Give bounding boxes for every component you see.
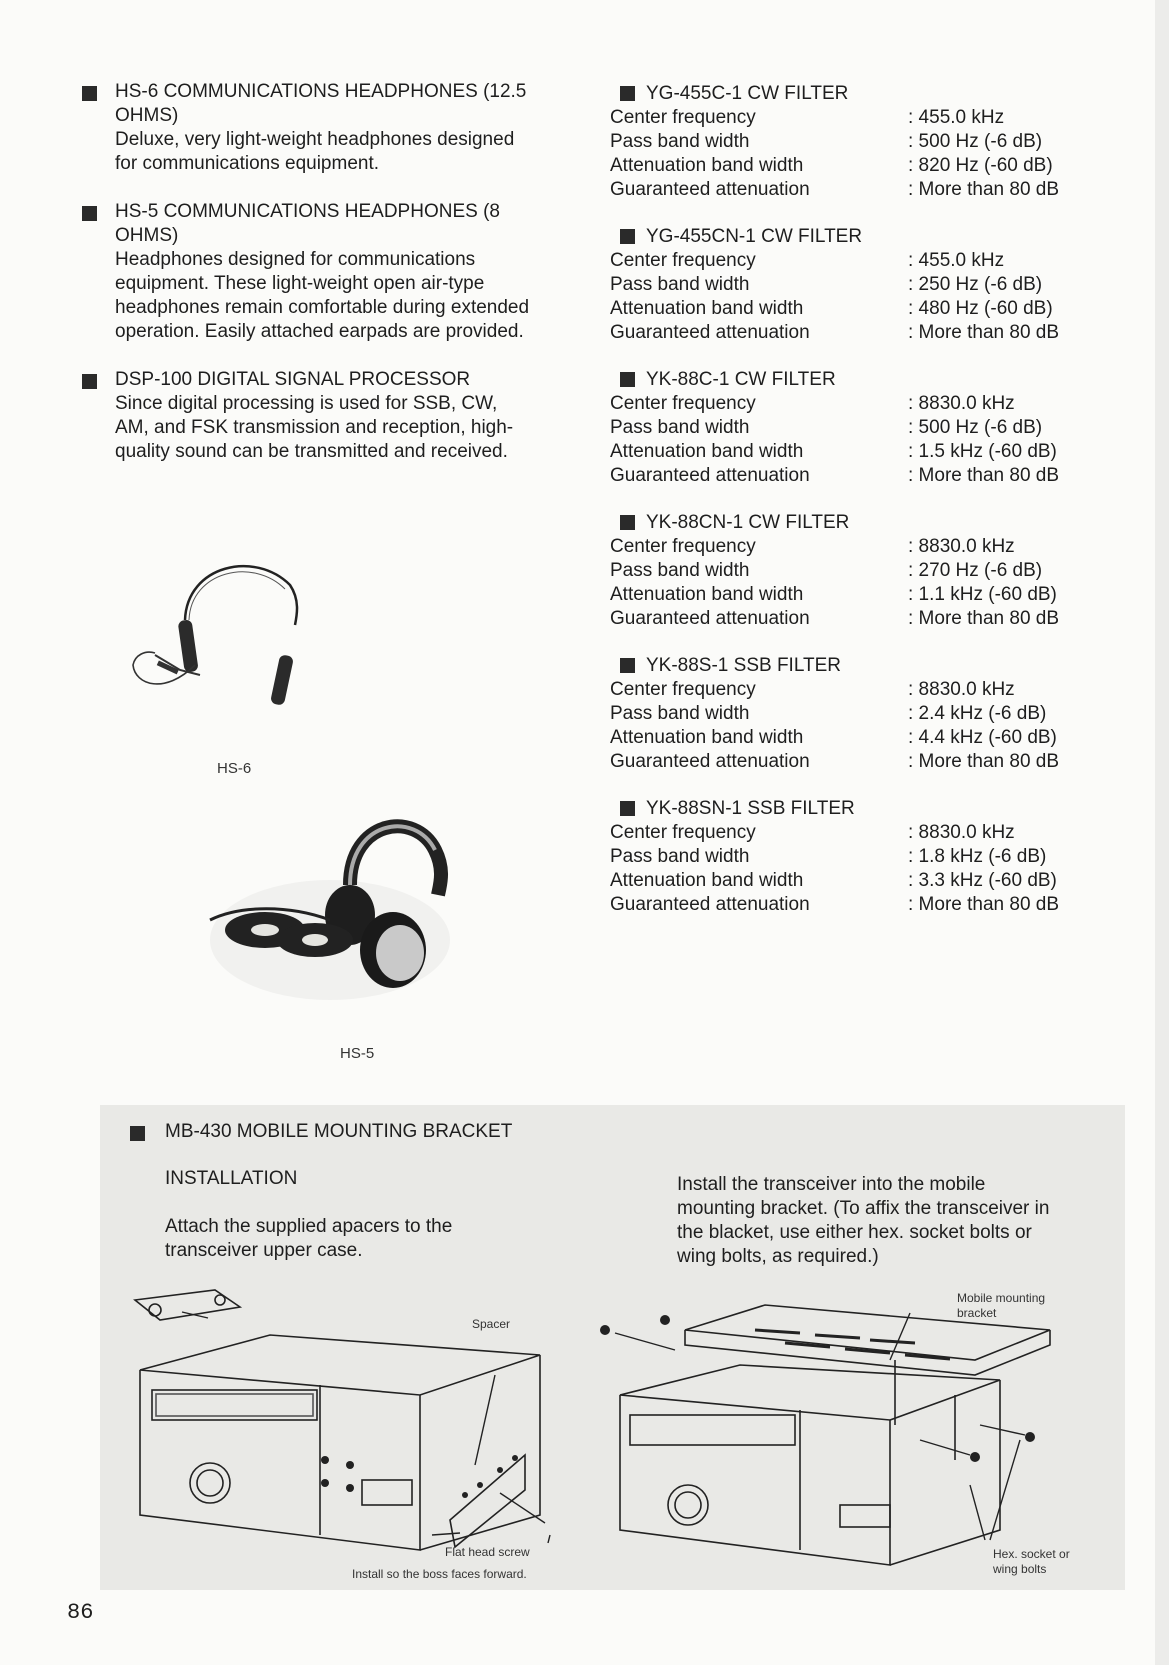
spec-label: Attenuation band width bbox=[610, 298, 804, 319]
bullet-square-icon bbox=[130, 1126, 145, 1141]
flat-head-screw-label: Flat head screw bbox=[445, 1545, 530, 1559]
bullet-square-icon bbox=[620, 801, 635, 816]
spec-label: Guaranteed attenuation bbox=[610, 179, 810, 200]
bullet-square-icon bbox=[620, 658, 635, 673]
spec-value: : 4.4 kHz (-60 dB) bbox=[908, 727, 1057, 748]
spec-label: Pass band width bbox=[610, 846, 750, 867]
spec-value: : 3.3 kHz (-60 dB) bbox=[908, 870, 1057, 891]
page-number: 86 bbox=[67, 1600, 94, 1625]
spec-value: : 8830.0 kHz bbox=[908, 393, 1015, 414]
body-line: Deluxe, very light-weight headphones designed bbox=[115, 129, 515, 150]
spec-value: : 1.8 kHz (-6 dB) bbox=[908, 846, 1047, 867]
body-line: quality sound can be transmitted and received. bbox=[115, 441, 508, 462]
label-line: bracket bbox=[957, 1306, 997, 1320]
spec-value: : 1.1 kHz (-60 dB) bbox=[908, 584, 1057, 605]
spec-value: : 455.0 kHz bbox=[908, 107, 1005, 128]
hs5-headphones-photo bbox=[200, 810, 460, 1010]
spec-label: Pass band width bbox=[610, 417, 750, 438]
step-line: Attach the supplied apacers to the bbox=[165, 1216, 453, 1237]
step-line: transceiver upper case. bbox=[165, 1240, 363, 1261]
label-line: Hex. socket or bbox=[993, 1547, 1070, 1561]
bullet-square-icon bbox=[620, 372, 635, 387]
installation-subtitle: INSTALLATION bbox=[165, 1168, 298, 1189]
spacer-label: Spacer bbox=[472, 1317, 511, 1331]
spec-label: Pass band width bbox=[610, 703, 750, 724]
spec-label: Center frequency bbox=[610, 393, 756, 414]
heading-line: HS-5 COMMUNICATIONS HEADPHONES (8 bbox=[115, 201, 500, 222]
filter-title: YG-455C-1 CW FILTER bbox=[646, 83, 849, 104]
spec-value: : More than 80 dB bbox=[908, 894, 1060, 915]
spec-value: : 500 Hz (-6 dB) bbox=[908, 417, 1043, 438]
filter-title: YK-88S-1 SSB FILTER bbox=[646, 655, 841, 676]
spec-label: Guaranteed attenuation bbox=[610, 322, 810, 343]
spec-value: : 8830.0 kHz bbox=[908, 679, 1015, 700]
spec-value: : 8830.0 kHz bbox=[908, 536, 1015, 557]
spec-label: Guaranteed attenuation bbox=[610, 751, 810, 772]
step-line: wing bolts, as required.) bbox=[677, 1246, 879, 1267]
bullet-square-icon bbox=[620, 86, 635, 101]
spec-value: : 500 Hz (-6 dB) bbox=[908, 131, 1043, 152]
spec-label: Center frequency bbox=[610, 679, 756, 700]
spec-label: Attenuation band width bbox=[610, 870, 804, 891]
heading-line: HS-6 COMMUNICATIONS HEADPHONES (12.5 bbox=[115, 81, 527, 102]
bullet-square-icon bbox=[82, 374, 97, 389]
spec-label: Center frequency bbox=[610, 822, 756, 843]
heading-line: OHMS) bbox=[115, 105, 179, 126]
spec-value: : 250 Hz (-6 dB) bbox=[908, 274, 1043, 295]
spec-label: Center frequency bbox=[610, 250, 756, 271]
filter-title: YK-88C-1 CW FILTER bbox=[646, 369, 836, 390]
bullet-square-icon bbox=[82, 86, 97, 101]
hs5-heading bbox=[115, 200, 585, 344]
heading-line: DSP-100 DIGITAL SIGNAL PROCESSOR bbox=[115, 369, 471, 390]
body-line: for communications equipment. bbox=[115, 153, 380, 174]
spec-value: : More than 80 dB bbox=[908, 465, 1060, 486]
page-edge-shadow bbox=[1155, 0, 1169, 1665]
spec-value: : 455.0 kHz bbox=[908, 250, 1005, 271]
spec-value: : More than 80 dB bbox=[908, 751, 1060, 772]
heading-line: OHMS) bbox=[115, 225, 179, 246]
label-line: Mobile mounting bbox=[957, 1291, 1046, 1305]
spec-value: : More than 80 dB bbox=[908, 179, 1060, 200]
step-line: the blacket, use either hex. socket bolts or bbox=[677, 1222, 1032, 1243]
hs6-heading bbox=[115, 80, 575, 176]
spec-label: Attenuation band width bbox=[610, 584, 804, 605]
hs6-headphones-illustration bbox=[125, 545, 325, 720]
body-line: equipment. These light-weight open air-type bbox=[115, 273, 485, 294]
step-line: Install the transceiver into the mobile bbox=[677, 1174, 986, 1195]
hex-socket-label bbox=[993, 1547, 1070, 1577]
hs6-caption: HS-6 bbox=[217, 760, 252, 777]
spec-label: Pass band width bbox=[610, 274, 750, 295]
bracket-mounting-diagram bbox=[590, 1285, 1060, 1575]
dsp100-heading bbox=[115, 368, 585, 464]
bullet-square-icon bbox=[620, 515, 635, 530]
spec-label: Attenuation band width bbox=[610, 155, 804, 176]
spec-value: : 1.5 kHz (-60 dB) bbox=[908, 441, 1057, 462]
bullet-square-icon bbox=[82, 206, 97, 221]
spacer-attachment-diagram bbox=[120, 1285, 580, 1575]
bracket-title: MB-430 MOBILE MOUNTING BRACKET bbox=[165, 1121, 513, 1142]
install-note-label: Install so the boss faces forward. bbox=[352, 1567, 527, 1581]
spec-label: Guaranteed attenuation bbox=[610, 608, 810, 629]
bullet-square-icon bbox=[620, 229, 635, 244]
spec-label: Center frequency bbox=[610, 107, 756, 128]
bracket-installation-panel bbox=[100, 1105, 1125, 1590]
spec-label: Center frequency bbox=[610, 536, 756, 557]
body-line: AM, and FSK transmission and reception, high- bbox=[115, 417, 514, 438]
spec-value: : 480 Hz (-60 dB) bbox=[908, 298, 1053, 319]
spec-value: : 270 Hz (-6 dB) bbox=[908, 560, 1043, 581]
body-line: headphones remain comfortable during extended bbox=[115, 297, 530, 318]
spec-label: Guaranteed attenuation bbox=[610, 465, 810, 486]
step-line: mounting bracket. (To affix the transceiver in bbox=[677, 1198, 1050, 1219]
spec-label: Attenuation band width bbox=[610, 441, 804, 462]
filter-title: YG-455CN-1 CW FILTER bbox=[646, 226, 863, 247]
spec-value: : More than 80 dB bbox=[908, 608, 1060, 629]
step2-text bbox=[677, 1173, 1107, 1269]
spec-value: : 2.4 kHz (-6 dB) bbox=[908, 703, 1047, 724]
filter-title: YK-88SN-1 SSB FILTER bbox=[646, 798, 855, 819]
body-line: operation. Easily attached earpads are provided. bbox=[115, 321, 524, 342]
mobile-bracket-label bbox=[957, 1291, 1045, 1321]
label-line: wing bolts bbox=[993, 1562, 1047, 1576]
body-line: Since digital processing is used for SSB, CW, bbox=[115, 393, 498, 414]
spec-label: Attenuation band width bbox=[610, 727, 804, 748]
step1-text bbox=[165, 1215, 565, 1263]
body-line: Headphones designed for communications bbox=[115, 249, 476, 270]
spec-label: Pass band width bbox=[610, 560, 750, 581]
spec-value: : 8830.0 kHz bbox=[908, 822, 1015, 843]
spec-value: : More than 80 dB bbox=[908, 322, 1060, 343]
spec-label: Pass band width bbox=[610, 131, 750, 152]
spec-value: : 820 Hz (-60 dB) bbox=[908, 155, 1053, 176]
filter-title: YK-88CN-1 CW FILTER bbox=[646, 512, 850, 533]
hs5-caption: HS-5 bbox=[340, 1045, 375, 1062]
spec-label: Guaranteed attenuation bbox=[610, 894, 810, 915]
